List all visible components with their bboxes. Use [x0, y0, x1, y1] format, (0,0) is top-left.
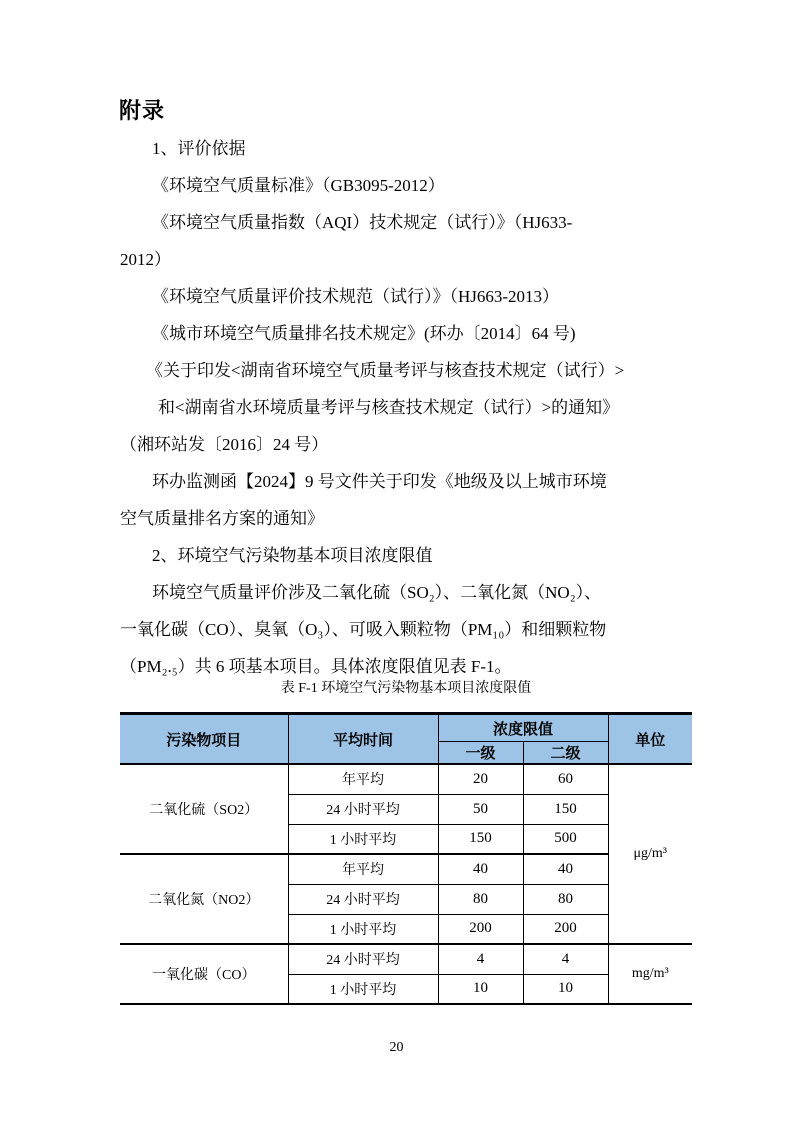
limits-table [120, 712, 692, 1005]
cell-avg-time: 24 小时平均 [288, 944, 438, 974]
paragraph-line: 环办监测函【2024】9 号文件关于印发《地级及以上城市环境 [152, 472, 607, 491]
cell-unit: mg/m³ [608, 944, 692, 1004]
paragraph-line: 空气质量排名方案的通知》 [120, 509, 324, 528]
cell-level2-value: 40 [523, 854, 608, 884]
cell-level2-value: 200 [523, 914, 608, 944]
cell-avg-time: 1 小时平均 [288, 974, 438, 1004]
cell-level2-value: 150 [523, 794, 608, 824]
table-row [120, 764, 692, 794]
cell-avg-time: 1 小时平均 [288, 824, 438, 854]
paragraph-line: 环境空气质量评价涉及二氧化硫（SO₂）、二氧化氮（NO₂）、 [152, 583, 602, 602]
header-cell-avg-time: 平均时间 [288, 714, 438, 765]
header-cell-unit: 单位 [608, 714, 692, 765]
header-cell-limits: 浓度限值 [438, 714, 608, 742]
table-row [120, 944, 692, 974]
cell-level1-value: 10 [438, 974, 523, 1004]
cell-level1-value: 150 [438, 824, 523, 854]
cell-avg-time: 1 小时平均 [288, 914, 438, 944]
cell-level1-value: 200 [438, 914, 523, 944]
paragraph-line: 《城市环境空气质量排名技术规定》(环办〔2014〕64 号) [152, 324, 576, 343]
paragraph-line: 《环境空气质量标准》（GB3095-2012） [152, 176, 445, 195]
cell-unit: μg/m³ [608, 764, 692, 944]
cell-avg-time: 24 小时平均 [288, 884, 438, 914]
cell-avg-time: 年平均 [288, 764, 438, 794]
paragraph-line: 和<湖南省水环境质量考评与核查技术规定（试行）>的通知》 [158, 398, 620, 417]
cell-level1-value: 20 [438, 764, 523, 794]
paragraph-line: 2012） [120, 250, 171, 269]
table-caption: 表 F-1 环境空气污染物基本项目浓度限值 [280, 681, 532, 696]
cell-pollutant: 一氧化碳（CO） [120, 944, 288, 1004]
page-number: 20 [389, 1040, 404, 1055]
paragraph-line: （湘环站发〔2016〕24 号） [120, 435, 329, 454]
paragraph-line: 《关于印发<湖南省环境空气质量考评与核查技术规定（试行）> [146, 361, 625, 380]
cell-level2-value: 80 [523, 884, 608, 914]
cell-pollutant: 二氧化硫（SO2） [120, 764, 288, 854]
header-cell-level2: 二级 [523, 742, 608, 765]
cell-level2-value: 10 [523, 974, 608, 1004]
paragraph-line: 《环境空气质量指数（AQI）技术规定（试行）》（HJ633- [152, 213, 573, 232]
paragraph-line: 《环境空气质量评价技术规范（试行）》（HJ663-2013） [152, 287, 560, 306]
cell-level2-value: 4 [523, 944, 608, 974]
cell-level2-value: 60 [523, 764, 608, 794]
cell-level1-value: 50 [438, 794, 523, 824]
paragraph-line: 2、环境空气污染物基本项目浓度限值 [152, 546, 433, 565]
cell-level2-value: 500 [523, 824, 608, 854]
body-text [120, 130, 692, 685]
paragraph-line: （PM₂.₅）共 6 项基本项目。具体浓度限值见表 F-1。 [120, 657, 512, 676]
cell-level1-value: 40 [438, 854, 523, 884]
cell-avg-time: 年平均 [288, 854, 438, 884]
header-cell-pollutant: 污染物项目 [120, 714, 288, 765]
cell-level1-value: 80 [438, 884, 523, 914]
appendix-heading: 附录 [119, 98, 166, 123]
cell-level1-value: 4 [438, 944, 523, 974]
cell-avg-time: 24 小时平均 [288, 794, 438, 824]
paragraph-line: 1、评价依据 [152, 139, 246, 158]
table-row [120, 854, 692, 884]
header-cell-level1: 一级 [438, 742, 523, 765]
cell-pollutant: 二氧化氮（NO2） [120, 854, 288, 944]
paragraph-line: 一氧化碳（CO）、臭氧（O₃）、可吸入颗粒物（PM₁₀）和细颗粒物 [120, 620, 607, 639]
